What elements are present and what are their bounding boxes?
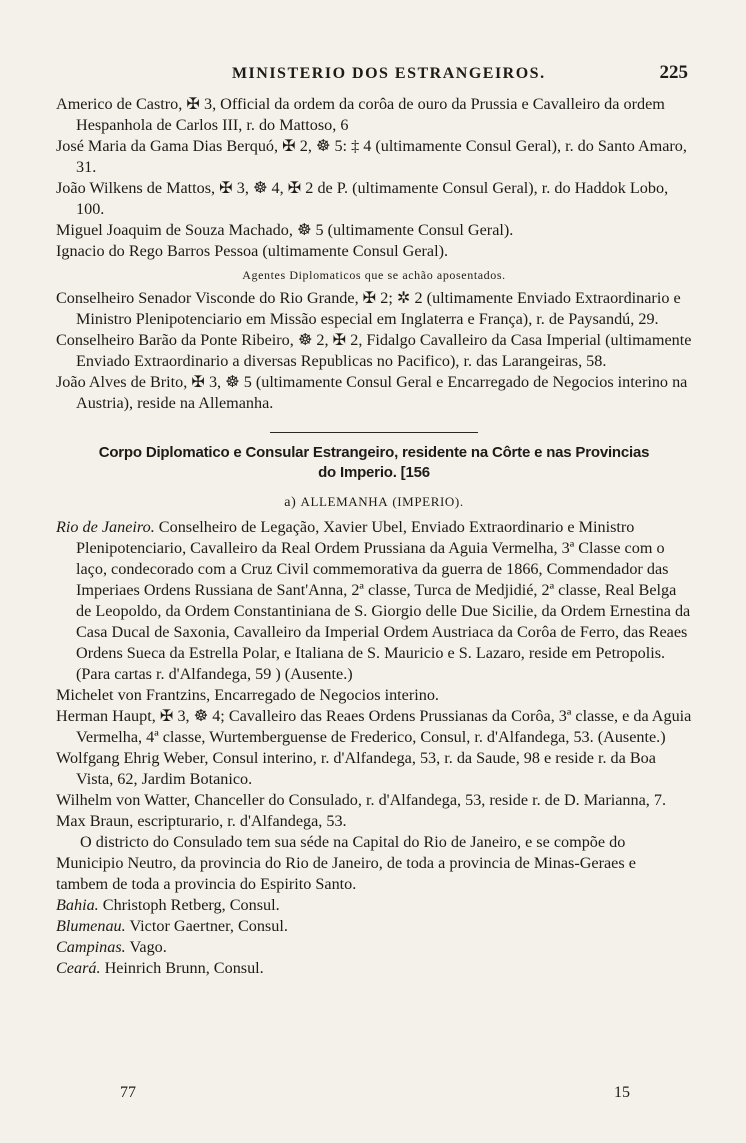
rio-de-janeiro-entry [56,517,692,685]
running-title: MINISTERIO DOS ESTRANGEIROS. [231,65,546,82]
rio-staff-list [56,685,692,832]
page-footer [120,1084,630,1102]
list-item [56,895,692,916]
list-item: José Maria da Gama Dias Berquó, ✠ 2, ☸ 5: ‡ 4 (ultimamente Consul Geral), r. do Santo Amaro, 31. [56,137,687,176]
country-name: ALLEMANHA [300,494,389,509]
page-body [56,94,692,979]
country-heading [56,491,692,513]
section-divider [270,432,478,433]
list-item: Max Braun, escripturario, r. d'Alfandega, 53. [56,812,347,830]
list-item [56,937,692,958]
provinces-list [56,895,692,979]
list-item: Conselheiro Barão da Ponte Ribeiro, ☸ 2, ✠ 2, Fidalgo Cavalleiro da Casa Imperial (ultimamente Enviado Extraordinario a diversas Republicas no Pacifico), r. das Larangeiras, 58. [56,331,692,370]
retired-agents-list [56,288,692,414]
retired-list-top [56,94,692,262]
list-item [56,958,692,979]
city-name: Bahia. [56,896,99,914]
list-item: Herman Haupt, ✠ 3, ☸ 4; Cavalleiro das Reaes Ordens Prussianas da Corôa, 3ª classe, e da Aguia Vermelha, 4ª classe, Wurtemberguense de Frederico, Consul, r. d'Alfandega, 53. (Ausente.) [56,707,692,746]
list-item: Wolfgang Ehrig Weber, Consul interino, r. d'Alfandega, 53, r. da Saude, 98 e reside r. da Boa Vista, 62, Jardim Botanico. [56,749,656,788]
signature-mark-right: 15 [614,1084,630,1101]
list-item: Michelet von Frantzins, Encarregado de Negocios interino. [56,686,439,704]
list-item: Ignacio do Rego Barros Pessoa (ultimamente Consul Geral). [56,242,449,260]
city-name: Campinas. [56,938,126,956]
entry-text: Vago. [129,938,167,956]
district-paragraph: O districto do Consulado tem sua séde na Capital do Rio de Janeiro, e se compõe do Municipio Neutro, da provincia do Rio de Janeiro, de toda a provincia de Minas-Geraes e tambem de toda a provincia do Espirito Santo. [56,833,636,893]
country-qualifier: (IMPERIO). [392,494,464,509]
list-item: Miguel Joaquim de Souza Machado, ☸ 5 (ultimamente Consul Geral). [56,221,514,239]
list-item: Americo de Castro, ✠ 3, Official da ordem da corôa de ouro da Prussia e Cavalleiro da ordem Hespanhola de Carlos III, r. do Mattoso, 6 [56,95,665,134]
list-item: João Wilkens de Mattos, ✠ 3, ☸ 4, ✠ 2 de P. (ultimamente Consul Geral), r. do Haddok Lobo, 100. [56,179,669,218]
signature-mark-left: 77 [120,1084,136,1101]
list-item: Wilhelm von Watter, Chanceller do Consulado, r. d'Alfandega, 53, reside r. de D. Marianna, 7. [56,791,667,809]
list-item [56,916,692,937]
section-title [56,443,692,483]
list-item: Conselheiro Senador Visconde do Rio Grande, ✠ 2; ✲ 2 (ultimamente Enviado Extraordinario e Ministro Plenipotenciario em Missão especial em Inglaterra e França), r. de Paysandú, 29. [56,289,681,328]
entry-text: Victor Gaertner, Consul. [129,917,288,935]
list-item: João Alves de Brito, ✠ 3, ☸ 5 (ultimamente Consul Geral e Encarregado de Negocios interino na Austria), reside na Allemanha. [56,373,688,412]
entry-text: Conselheiro de Legação, Xavier Ubel, Enviado Extraordinario e Ministro Plenipotenciario, Cavalleiro da Real Ordem Prussiana da Aguia Vermelha, 3ª Classe com o laço, condecorado com a Cruz Civil commemorativa da guerra de 1866, Commendador das Imperiaes Ordens Russiana de Sant'Anna, 2ª classe, Turca de Medjidié, 2ª classe, Real Belga de Leopoldo, da Ordem Constantiniana de S. Giorgio delle Due Sicilie, da Ordem Ernestina da Casa Ducal de Saxonia, Cavalleiro da Imperial Ordem Austriaca da Corôa de Ferro, das Reaes Ordens Sueca da Estrella Polar, e Italiana de S. Mauricio e S. Lazaro, reside em Petropolis. (Para cartas r. d'Alfandega, 59 ) (Ausente.) [76,518,691,683]
entry-text: Heinrich Brunn, Consul. [104,959,264,977]
section-title-line1: Corpo Diplomatico e Consular Estrangeiro, residente na Côrte e nas Provincias [98,444,650,461]
page-number: 225 [659,62,688,83]
city-name: Ceará. [56,959,101,977]
page-header [58,62,688,84]
section-title-line2: do Imperio. [156 [318,464,430,481]
retired-agents-heading: Agentes Diplomaticos que se achão aposentados. [242,268,506,282]
city-name: Rio de Janeiro. [56,518,155,536]
city-name: Blumenau. [56,917,126,935]
country-prefix: a) [284,495,297,510]
entry-text: Christoph Retberg, Consul. [102,896,280,914]
